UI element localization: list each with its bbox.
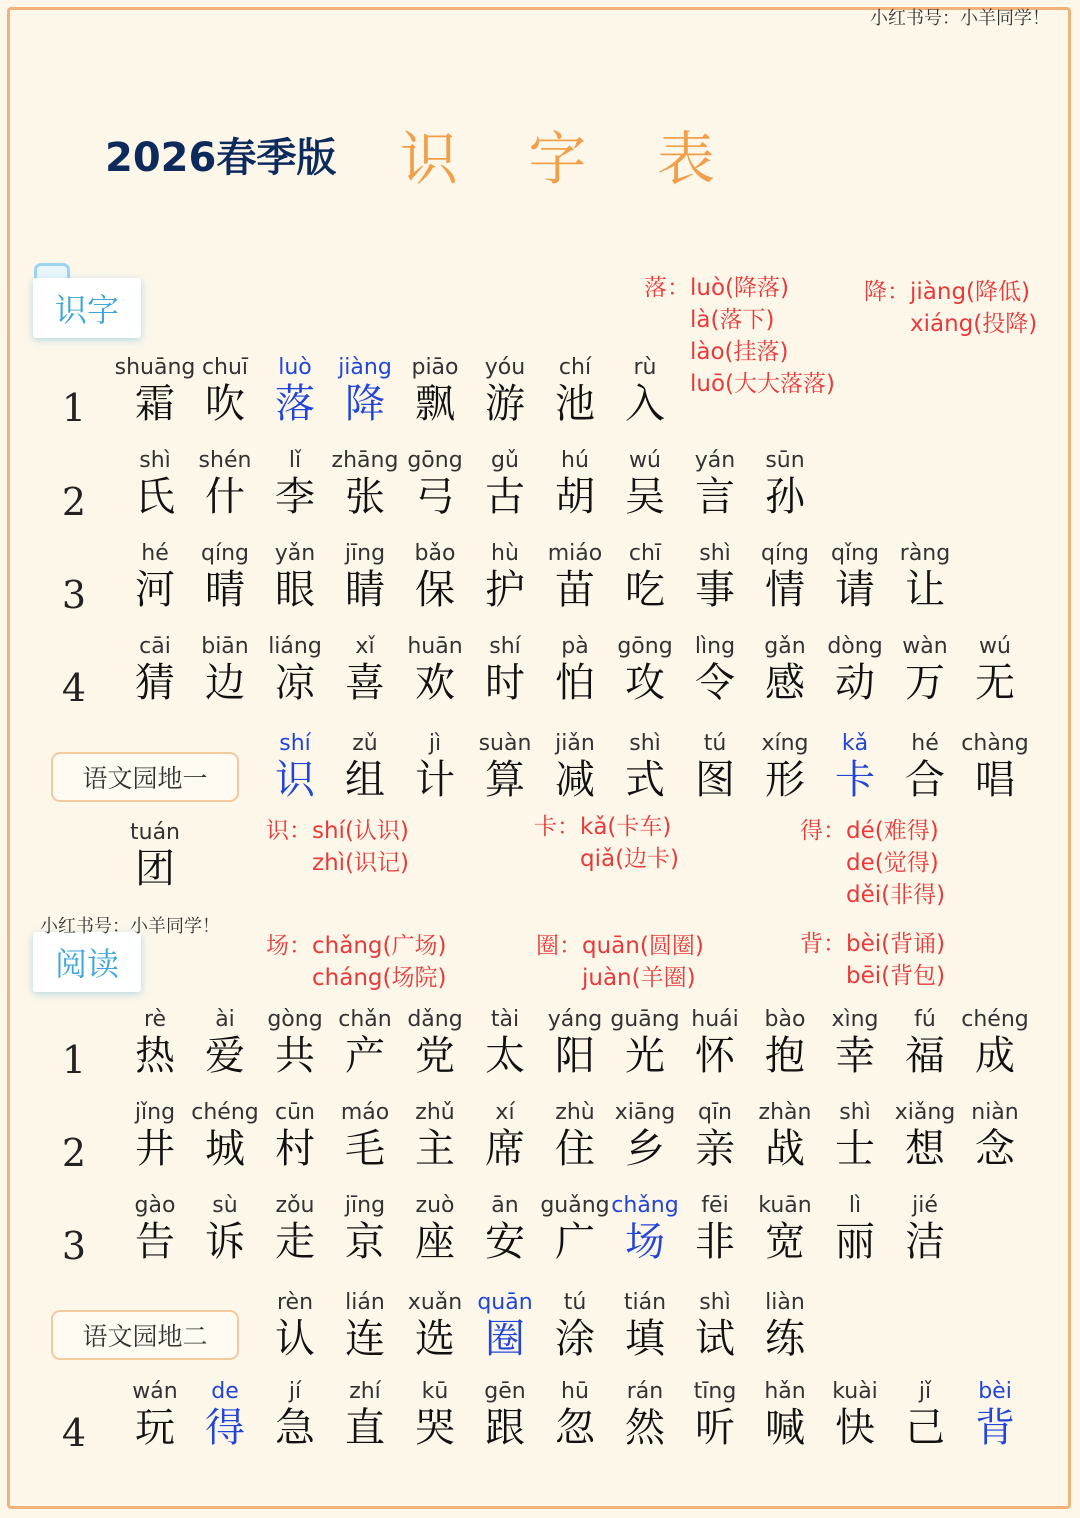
hanzi-character: 护 xyxy=(485,567,525,613)
pinyin-label: miáo xyxy=(547,541,603,566)
pinyin-label: guǎng xyxy=(540,1193,610,1218)
note-line: 落：luò(降落) xyxy=(644,275,789,301)
hanzi-character: 事 xyxy=(695,567,735,613)
pinyin-label: chéng xyxy=(961,1007,1029,1032)
pinyin-label: gào xyxy=(134,1193,176,1218)
hanzi-character: 幸 xyxy=(835,1033,875,1079)
hanzi-character: 怕 xyxy=(555,660,595,706)
note-line: 得：dé(难得) xyxy=(800,818,939,844)
pinyin-label: jié xyxy=(912,1193,938,1218)
pinyin-label: zǒu xyxy=(275,1193,315,1218)
hanzi-character: 组 xyxy=(345,757,385,803)
pinyin-label: tú xyxy=(703,731,727,756)
garden-label-1: 语文园地一 xyxy=(51,752,239,802)
note-line: bēi(背包) xyxy=(800,963,946,989)
hanzi-character: 欢 xyxy=(415,660,455,706)
note-line: de(觉得) xyxy=(800,850,939,876)
hanzi-character: 什 xyxy=(205,474,245,520)
pinyin-label: zuò xyxy=(415,1193,455,1218)
hanzi-character: 毛 xyxy=(345,1126,385,1172)
pinyin-label: zhāng xyxy=(331,448,399,473)
hanzi-character: 卡 xyxy=(835,757,875,803)
hanzi-character: 洁 xyxy=(905,1219,945,1265)
pinyin-label: jǐng xyxy=(134,1100,176,1125)
pinyin-label: cāi xyxy=(139,634,171,659)
hanzi-character: 产 xyxy=(345,1033,385,1079)
line-number: 3 xyxy=(61,573,87,617)
pinyin-label: wú xyxy=(979,634,1011,659)
note-line: děi(非得) xyxy=(800,882,946,908)
pinyin-label: xí xyxy=(495,1100,515,1125)
hanzi-character: 凉 xyxy=(275,660,315,706)
pinyin-label: xǐ xyxy=(355,634,375,659)
hanzi-character: 池 xyxy=(555,381,595,427)
pinyin-label: gòng xyxy=(267,1007,323,1032)
pinyin-label: zhù xyxy=(555,1100,595,1125)
hanzi-character: 得 xyxy=(205,1405,245,1451)
hanzi-character: 安 xyxy=(485,1219,525,1265)
pinyin-label: cūn xyxy=(275,1100,315,1125)
pinyin-label: fú xyxy=(914,1007,936,1032)
note-line: luō(大大落落) xyxy=(644,371,835,397)
pinyin-label: wàn xyxy=(902,634,948,659)
line-number: 4 xyxy=(61,666,87,710)
hanzi-character: 宽 xyxy=(765,1219,805,1265)
hanzi-character: 练 xyxy=(765,1316,805,1362)
hanzi-character: 算 xyxy=(485,757,525,803)
hanzi-character: 降 xyxy=(345,381,385,427)
hanzi-character: 让 xyxy=(905,567,945,613)
hanzi-character: 眼 xyxy=(275,567,315,613)
pinyin-label: xíng xyxy=(761,731,809,756)
pinyin-label: shì xyxy=(629,731,661,756)
pinyin-label: rèn xyxy=(276,1290,314,1315)
pinyin-label: kuān xyxy=(758,1193,812,1218)
hanzi-character: 怀 xyxy=(695,1033,735,1079)
pinyin-label: chǎn xyxy=(338,1007,392,1032)
hanzi-character: 己 xyxy=(905,1405,945,1451)
pinyin-label: hù xyxy=(491,541,519,566)
pinyin-label: xiāng xyxy=(614,1100,676,1125)
pinyin-label: lìng xyxy=(694,634,736,659)
edition-label: 2026春季版 xyxy=(105,135,337,181)
hanzi-character: 住 xyxy=(555,1126,595,1172)
hanzi-character: 霜 xyxy=(135,381,175,427)
pinyin-label: gōng xyxy=(407,448,463,473)
pinyin-label: shì xyxy=(699,541,731,566)
pinyin-label: rán xyxy=(626,1379,664,1404)
hanzi-character: 乡 xyxy=(625,1126,665,1172)
pinyin-label: huān xyxy=(407,634,463,659)
hanzi-character: 请 xyxy=(835,567,875,613)
hanzi-character: 言 xyxy=(695,474,735,520)
pinyin-label: shuāng xyxy=(114,355,196,380)
pinyin-label: xiǎng xyxy=(894,1100,956,1125)
hanzi-character: 减 xyxy=(555,757,595,803)
pinyin-label: fēi xyxy=(701,1193,729,1218)
line-number: 3 xyxy=(61,1224,87,1268)
note-line: 降：jiàng(降低) xyxy=(864,279,1030,305)
pinyin-label: zǔ xyxy=(352,731,378,756)
hanzi-character: 计 xyxy=(415,757,455,803)
hanzi-character: 飘 xyxy=(415,381,455,427)
pinyin-label: hū xyxy=(561,1379,589,1404)
pinyin-label: ài xyxy=(215,1007,235,1032)
pinyin-label: tián xyxy=(623,1290,667,1315)
hanzi-character: 唱 xyxy=(975,757,1015,803)
pinyin-label: luò xyxy=(278,355,312,380)
hanzi-character: 场 xyxy=(625,1219,665,1265)
hanzi-character: 晴 xyxy=(205,567,245,613)
pinyin-label: hú xyxy=(561,448,589,473)
hanzi-character: 主 xyxy=(415,1126,455,1172)
pinyin-label: biān xyxy=(201,634,249,659)
pinyin-label: hé xyxy=(141,541,169,566)
note-ka xyxy=(534,811,679,875)
hanzi-character: 动 xyxy=(835,660,875,706)
pinyin-label: niàn xyxy=(971,1100,1019,1125)
pinyin-label: jí xyxy=(288,1379,302,1404)
hanzi-character: 快 xyxy=(835,1405,875,1451)
pinyin-label: jīng xyxy=(344,541,386,566)
hanzi-character: 入 xyxy=(625,381,665,427)
hanzi-character: 认 xyxy=(275,1316,315,1362)
hanzi-character: 告 xyxy=(135,1219,175,1265)
pinyin-label: chéng xyxy=(191,1100,259,1125)
hanzi-character: 万 xyxy=(905,660,945,706)
hanzi-character: 玩 xyxy=(135,1405,175,1451)
character-cell xyxy=(955,1007,1035,1079)
pinyin-label: rù xyxy=(633,355,657,380)
hanzi-character: 图 xyxy=(695,757,735,803)
pinyin-label: kū xyxy=(421,1379,449,1404)
hanzi-character: 光 xyxy=(625,1033,665,1079)
pinyin-label: wú xyxy=(629,448,661,473)
section-tag-reading: 阅读 xyxy=(33,932,141,992)
note-line: 识：shí(认识) xyxy=(266,818,409,844)
pinyin-label: xuǎn xyxy=(407,1290,463,1315)
hanzi-character: 式 xyxy=(625,757,665,803)
pinyin-label: lì xyxy=(848,1193,862,1218)
pinyin-label: hé xyxy=(911,731,939,756)
pinyin-label: bǎo xyxy=(414,541,456,566)
pinyin-label: tú xyxy=(563,1290,587,1315)
pinyin-label: máo xyxy=(340,1100,390,1125)
hanzi-character: 想 xyxy=(905,1126,945,1172)
pinyin-label: chuī xyxy=(201,355,249,380)
pinyin-label: dǎng xyxy=(407,1007,463,1032)
pinyin-label: shí xyxy=(279,731,311,756)
pinyin-label: gǔ xyxy=(491,448,519,473)
pinyin-label: pà xyxy=(561,634,589,659)
hanzi-character: 氏 xyxy=(135,474,175,520)
pinyin-label: de xyxy=(211,1379,239,1404)
hanzi-character: 无 xyxy=(975,660,1015,706)
note-de xyxy=(800,815,945,911)
hanzi-character: 情 xyxy=(765,567,805,613)
character-cell xyxy=(955,1100,1035,1172)
pinyin-label: shén xyxy=(198,448,252,473)
hanzi-character: 感 xyxy=(765,660,805,706)
hanzi-character: 丽 xyxy=(835,1219,875,1265)
pinyin-label: qīn xyxy=(697,1100,733,1125)
note-line: xiáng(投降) xyxy=(864,311,1038,337)
hanzi-character: 吃 xyxy=(625,567,665,613)
pinyin-label: piāo xyxy=(411,355,459,380)
hanzi-character: 京 xyxy=(345,1219,385,1265)
pinyin-label: zhǔ xyxy=(415,1100,455,1125)
pinyin-label: gēn xyxy=(484,1379,526,1404)
hanzi-character: 古 xyxy=(485,474,525,520)
hanzi-character: 形 xyxy=(765,757,805,803)
note-luo xyxy=(644,272,835,400)
pinyin-label: yáng xyxy=(547,1007,603,1032)
hanzi-character: 攻 xyxy=(625,660,665,706)
hanzi-character: 然 xyxy=(625,1405,665,1451)
pinyin-label: gǎn xyxy=(764,634,806,659)
note-line: 场：chǎng(广场) xyxy=(266,933,447,959)
character-cell xyxy=(745,448,825,520)
hanzi-character: 吴 xyxy=(625,474,665,520)
note-line: qiǎ(边卡) xyxy=(534,846,680,872)
hanzi-character: 孙 xyxy=(765,474,805,520)
hanzi-character: 急 xyxy=(275,1405,315,1451)
watermark-top: 小红书号：小羊同学！ xyxy=(870,8,1050,29)
hanzi-character: 爱 xyxy=(205,1033,245,1079)
pinyin-label: zhí xyxy=(349,1379,381,1404)
hanzi-character: 弓 xyxy=(415,474,455,520)
hanzi-character: 合 xyxy=(905,757,945,803)
pinyin-label: bèi xyxy=(978,1379,1012,1404)
pinyin-label: chī xyxy=(628,541,662,566)
pinyin-label: xìng xyxy=(831,1007,879,1032)
note-line: cháng(场院) xyxy=(266,965,447,991)
pinyin-label: qǐng xyxy=(831,541,879,566)
character-cell xyxy=(955,731,1035,803)
pinyin-label: tài xyxy=(490,1007,520,1032)
character-cell xyxy=(955,1379,1035,1451)
hanzi-character: 哭 xyxy=(415,1405,455,1451)
pinyin-label: hǎn xyxy=(764,1379,806,1404)
hanzi-character: 热 xyxy=(135,1033,175,1079)
hanzi-character: 边 xyxy=(205,660,245,706)
hanzi-character: 忽 xyxy=(555,1405,595,1451)
hanzi-character: 睛 xyxy=(345,567,385,613)
hanzi-character: 村 xyxy=(275,1126,315,1172)
hanzi-character: 井 xyxy=(135,1126,175,1172)
pinyin-label: jiǎn xyxy=(555,731,595,756)
pinyin-label: zhàn xyxy=(758,1100,812,1125)
hanzi-character: 福 xyxy=(905,1033,945,1079)
line-number: 2 xyxy=(61,480,87,524)
pinyin-label: chàng xyxy=(961,731,1029,756)
hanzi-character: 亲 xyxy=(695,1126,735,1172)
hanzi-character: 填 xyxy=(625,1316,665,1362)
note-line: là(落下) xyxy=(644,307,775,333)
hanzi-character: 战 xyxy=(765,1126,805,1172)
pinyin-label: shì xyxy=(839,1100,871,1125)
note-line: 背：bèi(背诵) xyxy=(800,931,946,957)
hanzi-character: 试 xyxy=(695,1316,735,1362)
pinyin-label: gōng xyxy=(617,634,673,659)
hanzi-character: 阳 xyxy=(555,1033,595,1079)
hanzi-character: 涂 xyxy=(555,1316,595,1362)
hanzi-character: 共 xyxy=(275,1033,315,1079)
hanzi-character: 喊 xyxy=(765,1405,805,1451)
hanzi-character: 吹 xyxy=(205,381,245,427)
hanzi-character: 连 xyxy=(345,1316,385,1362)
note-bei xyxy=(800,928,945,992)
hanzi-character: 非 xyxy=(695,1219,735,1265)
pinyin-label: qíng xyxy=(201,541,249,566)
hanzi-character: 诉 xyxy=(205,1219,245,1265)
pinyin-label: yán xyxy=(694,448,736,473)
note-line: zhì(识记) xyxy=(266,850,409,876)
hanzi-character: 胡 xyxy=(555,474,595,520)
line-number: 1 xyxy=(61,1038,87,1082)
page-title: 识 字 表 xyxy=(400,125,741,193)
hanzi-character: 游 xyxy=(485,381,525,427)
hanzi-character: 听 xyxy=(695,1405,735,1451)
pinyin-label: tuán xyxy=(130,820,180,845)
note-line: 圈：quān(圆圈) xyxy=(536,933,704,959)
hanzi-character: 苗 xyxy=(555,567,595,613)
hanzi-character: 令 xyxy=(695,660,735,706)
hanzi-character: 识 xyxy=(275,757,315,803)
character-cell xyxy=(115,820,195,892)
hanzi-character: 张 xyxy=(345,474,385,520)
watermark-mid: 小红书号：小羊同学！ xyxy=(40,916,220,937)
hanzi-character: 落 xyxy=(275,381,315,427)
hanzi-character: 李 xyxy=(275,474,315,520)
hanzi-character: 座 xyxy=(415,1219,455,1265)
pinyin-label: liáng xyxy=(268,634,322,659)
pinyin-label: huái xyxy=(691,1007,739,1032)
hanzi-character: 背 xyxy=(975,1405,1015,1451)
pinyin-label: yóu xyxy=(484,355,526,380)
line-number: 4 xyxy=(61,1411,87,1455)
hanzi-character: 时 xyxy=(485,660,525,706)
pinyin-label: qíng xyxy=(761,541,809,566)
note-quan xyxy=(536,930,704,994)
pinyin-label: dòng xyxy=(827,634,883,659)
pinyin-label: jīng xyxy=(344,1193,386,1218)
hanzi-character: 城 xyxy=(205,1126,245,1172)
garden-label-2: 语文园地二 xyxy=(51,1310,239,1360)
pinyin-label: jiàng xyxy=(338,355,392,380)
pinyin-label: shì xyxy=(139,448,171,473)
note-chang xyxy=(266,930,446,994)
pinyin-label: sūn xyxy=(765,448,805,473)
note-line: 卡：kǎ(卡车) xyxy=(534,814,672,840)
note-line: juàn(羊圈) xyxy=(536,965,696,991)
pinyin-label: yǎn xyxy=(274,541,316,566)
hanzi-character: 直 xyxy=(345,1405,385,1451)
pinyin-label: lián xyxy=(345,1290,385,1315)
hanzi-character: 广 xyxy=(555,1219,595,1265)
hanzi-character: 席 xyxy=(485,1126,525,1172)
line-number: 1 xyxy=(61,386,87,430)
hanzi-character: 猜 xyxy=(135,660,175,706)
pinyin-label: shí xyxy=(489,634,521,659)
note-jiang xyxy=(864,276,1037,340)
line-number: 2 xyxy=(61,1131,87,1175)
pinyin-label: quān xyxy=(477,1290,533,1315)
pinyin-label: lǐ xyxy=(288,448,302,473)
character-cell xyxy=(885,541,965,613)
pinyin-label: ān xyxy=(491,1193,519,1218)
hanzi-character: 走 xyxy=(275,1219,315,1265)
hanzi-character: 念 xyxy=(975,1126,1015,1172)
pinyin-label: bào xyxy=(764,1007,806,1032)
pinyin-label: tīng xyxy=(693,1379,737,1404)
note-line: lào(挂落) xyxy=(644,339,789,365)
pinyin-label: chí xyxy=(558,355,592,380)
pinyin-label: jǐ xyxy=(918,1379,932,1404)
character-cell xyxy=(885,1193,965,1265)
pinyin-label: sù xyxy=(212,1193,238,1218)
character-cell xyxy=(955,634,1035,706)
character-cell xyxy=(745,1290,825,1362)
pinyin-label: jì xyxy=(428,731,442,756)
hanzi-character: 保 xyxy=(415,567,455,613)
pinyin-label: kǎ xyxy=(841,731,869,756)
pinyin-label: wán xyxy=(132,1379,178,1404)
hanzi-character: 跟 xyxy=(485,1405,525,1451)
hanzi-character: 成 xyxy=(975,1033,1015,1079)
pinyin-label: rè xyxy=(143,1007,167,1032)
hanzi-character: 士 xyxy=(835,1126,875,1172)
pinyin-label: ràng xyxy=(899,541,951,566)
hanzi-character: 选 xyxy=(415,1316,455,1362)
hanzi-character: 太 xyxy=(485,1033,525,1079)
hanzi-character: 喜 xyxy=(345,660,385,706)
note-shi xyxy=(266,815,409,879)
hanzi-character: 团 xyxy=(135,846,175,892)
pinyin-label: liàn xyxy=(765,1290,805,1315)
pinyin-label: kuài xyxy=(832,1379,878,1404)
hanzi-character: 圈 xyxy=(485,1316,525,1362)
pinyin-label: shì xyxy=(699,1290,731,1315)
hanzi-character: 抱 xyxy=(765,1033,805,1079)
pinyin-label: guāng xyxy=(610,1007,680,1032)
pinyin-label: chǎng xyxy=(611,1193,679,1218)
section-tag-literacy: 识字 xyxy=(33,278,141,338)
pinyin-label: suàn xyxy=(478,731,532,756)
hanzi-character: 党 xyxy=(415,1033,455,1079)
hanzi-character: 河 xyxy=(135,567,175,613)
